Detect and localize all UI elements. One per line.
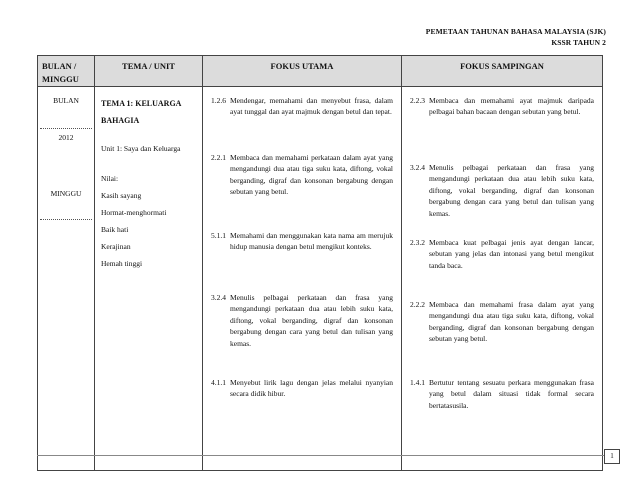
fokus-sampingan-item bbox=[410, 95, 594, 118]
table-row bbox=[38, 87, 603, 471]
standard-text: Membaca dan memahami frasa dalam ayat yang mengandungi dua atau tiga suku kata, diftong, vokal berganding, digraf dan konsonan bergabung dengan sebutan yang betul. bbox=[429, 300, 594, 344]
fokus-sampingan-item bbox=[410, 377, 594, 411]
standard-code: 2.2.3 bbox=[410, 96, 425, 105]
standard-text: Menulis pelbagai perkataan dan frasa yang mengandungi perkataan dua atau lebih suku kata, diftong, vokal berganding, digraf dan konsonan bergabung dengan cara yang betul dan tulisan yang kemas. bbox=[429, 163, 594, 218]
fokus-sampingan-item bbox=[410, 299, 594, 345]
theme-title: TEMA 1: KELUARGA BAHAGIA bbox=[101, 99, 182, 125]
standard-text: Menulis pelbagai perkataan dan frasa yang mengandungi perkataan dua atau lebih suku kata, diftong, vokal berganding, digraf dan konsonan bergabung dengan cara yang betul dan tulisan yang kemas. bbox=[230, 293, 393, 348]
standard-text: Menyebut lirik lagu dengan jelas melalui nyanyian secara didik hibur. bbox=[230, 378, 393, 399]
standard-text: Membaca dan memahami perkataan dalam ayat yang mengandungi dua atau tiga suku kata, diftong, vokal berganding, digraf dan konsonan bergabung dengan sebutan yang betul. bbox=[230, 153, 393, 197]
tema-cell bbox=[95, 87, 203, 471]
fokus-utama-item bbox=[211, 95, 393, 118]
bulan-cell bbox=[38, 87, 95, 471]
standard-text: Bertutur tentang sesuatu perkara menggunakan frasa yang betul dalam situasi tidak formal secara bertatasusila. bbox=[429, 378, 594, 410]
fokus-utama-item bbox=[211, 292, 393, 349]
standard-code: 1.2.6 bbox=[211, 96, 226, 105]
fokus-utama-cell bbox=[203, 87, 402, 471]
page-number: 1 bbox=[604, 449, 620, 464]
standard-code: 2.3.2 bbox=[410, 238, 425, 247]
unit-title: Unit 1: Saya dan Keluarga bbox=[101, 144, 181, 153]
header-tema-unit: TEMA / UNIT bbox=[95, 56, 203, 87]
yearly-plan-table bbox=[37, 55, 603, 471]
header-title: PEMETAAN TAHUNAN BAHASA MALAYSIA (SJK) bbox=[425, 27, 606, 36]
standard-code: 3.2.4 bbox=[410, 163, 425, 172]
standard-code: 2.2.1 bbox=[211, 153, 226, 162]
week-label: MINGGU bbox=[50, 188, 82, 198]
standard-code: 5.1.1 bbox=[211, 231, 226, 240]
standard-code: 1.4.1 bbox=[410, 378, 425, 387]
values-list bbox=[101, 170, 198, 272]
document-header bbox=[426, 26, 606, 48]
fokus-sampingan-cell bbox=[402, 87, 603, 471]
header-bulan-minggu: BULAN / MINGGU bbox=[38, 56, 95, 87]
blank-line bbox=[40, 128, 92, 129]
standard-text: Mendengar, memahami dan menyebut frasa, dalam ayat tunggal dan ayat majmuk dengan betul dan tepat. bbox=[230, 96, 393, 117]
standard-text: Membaca dan memahami ayat majmuk daripada pelbagai bahan bacaan dengan sebutan yang betul. bbox=[429, 96, 594, 117]
fokus-utama-item bbox=[211, 377, 393, 400]
standard-code: 3.2.4 bbox=[211, 293, 226, 302]
table-header-row bbox=[38, 56, 603, 87]
standard-code: 2.2.2 bbox=[410, 300, 425, 309]
value-item: Kasih sayang bbox=[101, 191, 142, 201]
fokus-utama-item bbox=[211, 152, 393, 198]
header-fokus-utama: FOKUS UTAMA bbox=[203, 56, 402, 87]
standard-code: 4.1.1 bbox=[211, 378, 226, 387]
fokus-sampingan-item bbox=[410, 237, 594, 271]
fokus-sampingan-item bbox=[410, 162, 594, 219]
value-item: Kerajinan bbox=[101, 242, 131, 252]
header-fokus-sampingan: FOKUS SAMPINGAN bbox=[402, 56, 603, 87]
value-item: Hormat-menghormati bbox=[101, 208, 167, 218]
value-item: Hemah tinggi bbox=[101, 259, 143, 269]
fokus-utama-item bbox=[211, 230, 393, 253]
year-label: 2012 bbox=[58, 133, 74, 143]
footer-divider bbox=[37, 455, 604, 456]
standard-text: Memahami dan menggunakan kata nama am merujuk hidup manusia dengan betul mengikut konteks. bbox=[230, 231, 393, 252]
header-subtitle: KSSR TAHUN 2 bbox=[551, 38, 606, 47]
blank-line bbox=[40, 219, 92, 220]
values-label: Nilai: bbox=[101, 174, 119, 184]
standard-text: Membaca kuat pelbagai jenis ayat dengan lancar, sebutan yang jelas dan intonasi yang betul mengikut tanda baca. bbox=[429, 238, 594, 270]
value-item: Baik hati bbox=[101, 225, 129, 235]
month-label: BULAN bbox=[53, 96, 79, 105]
